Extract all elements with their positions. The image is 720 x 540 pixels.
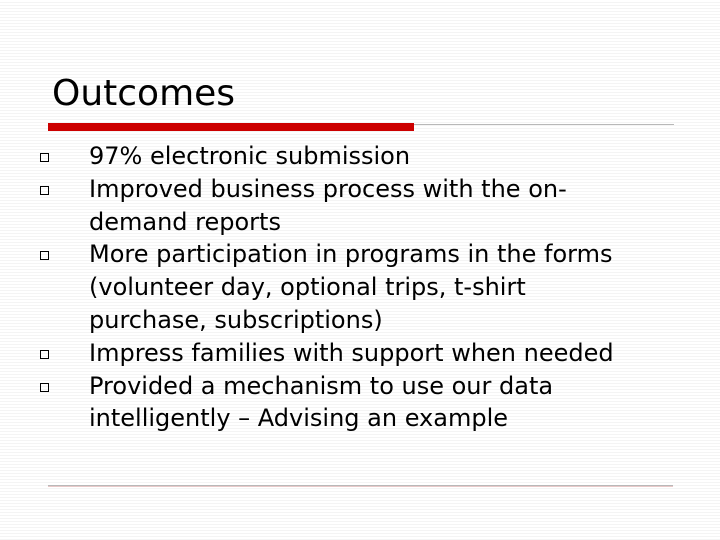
title-accent-bar xyxy=(48,123,414,131)
bullet-text-line: Improved business process with the on- xyxy=(89,174,567,203)
bullet-text-line: 97% electronic submission xyxy=(89,142,411,170)
hollow-square-icon xyxy=(40,383,49,392)
bullet-text-line: purchase, subscriptions) xyxy=(89,305,383,334)
list-item xyxy=(40,337,680,370)
hollow-square-icon xyxy=(40,186,49,195)
bullet-text-line: More participation in programs in the forms xyxy=(89,240,613,269)
bullet-text-line: Impress families with support when needed xyxy=(89,338,614,367)
bullet-text-line: Provided a mechanism to use our data xyxy=(89,371,554,400)
bullet-text-line: demand reports xyxy=(89,207,281,236)
list-item xyxy=(40,140,680,173)
hollow-square-icon xyxy=(40,153,49,162)
bullet-text-line: intelligently – Advising an example xyxy=(89,404,509,433)
slide-title: Outcomes xyxy=(52,73,236,114)
hollow-square-icon xyxy=(40,251,49,260)
footer-divider-shadow xyxy=(48,486,673,487)
bullet-list xyxy=(40,140,680,435)
list-item xyxy=(40,173,680,239)
hollow-square-icon xyxy=(40,350,49,359)
list-item xyxy=(40,238,680,336)
list-item xyxy=(40,370,680,436)
bullet-text-line: (volunteer day, optional trips, t-shirt xyxy=(89,273,526,302)
